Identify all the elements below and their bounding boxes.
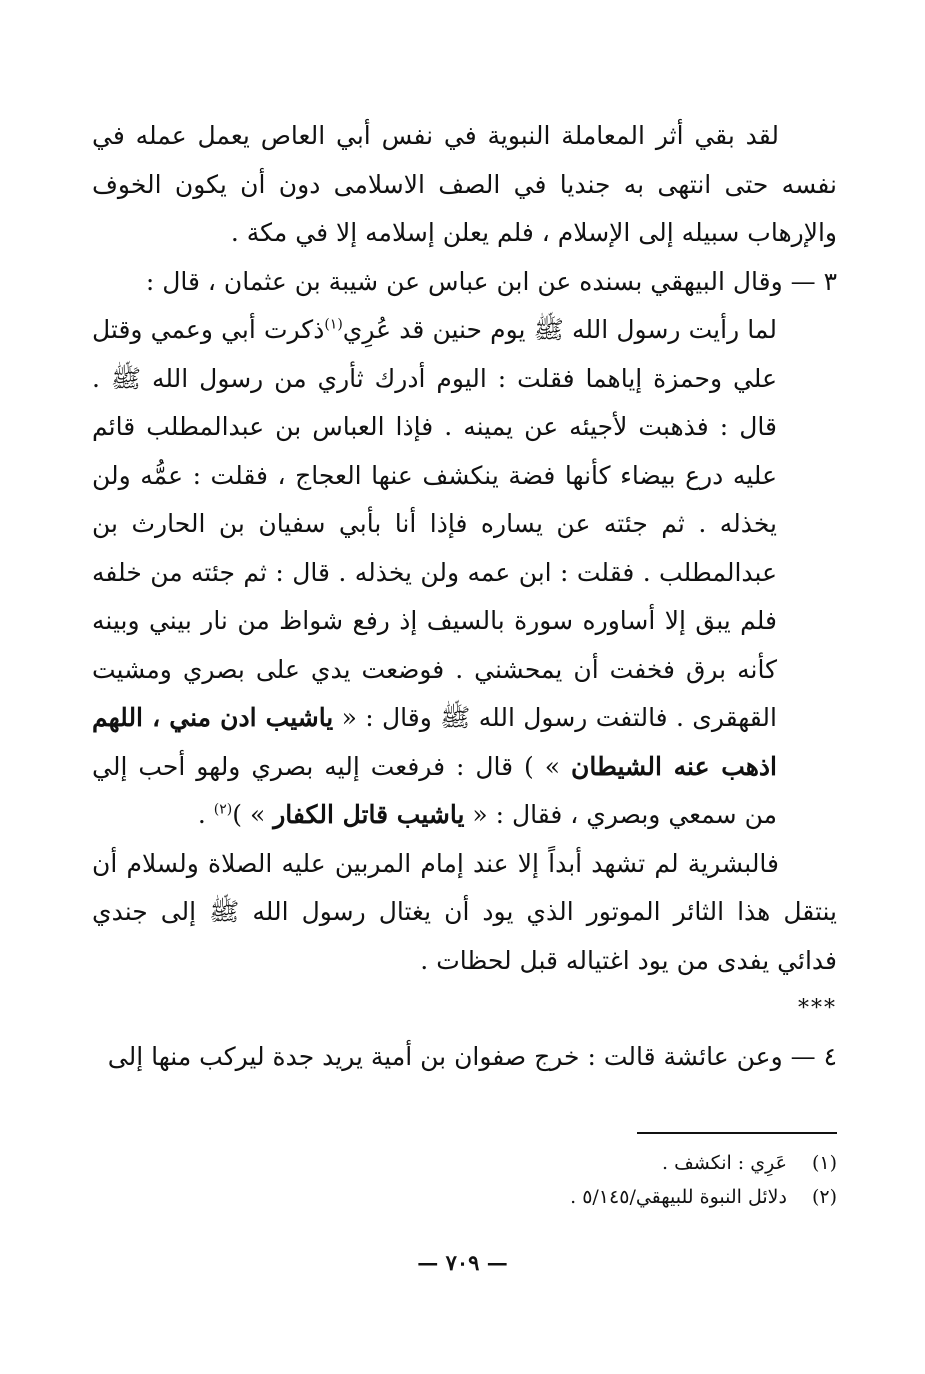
footnote-text: دلائل النبوة للبيهقي/٥/١٤٥ . — [570, 1186, 787, 1208]
page-body — [92, 112, 837, 1082]
footnote-divider — [637, 1132, 837, 1134]
paragraph: لقد بقي أثر المعاملة النبوية في نفس أبي العاص يعمل عمله في نفسه حتى انتهى به جنديا في الصف الاسلامى دون أن يكون الخوف والإرهاب سبيله إلى الإسلام ، فلم يعلن إسلامه إلا في مكة . — [92, 121, 837, 247]
quote-text: ذكرت أبي وعمي وقتل علي وحمزة إياهما فقلت : اليوم أدرك ثأري من رسول الله ﷺ . قال : فذهبت لأجيئه عن يمينه . فإذا العباس بن عبدالمطلب قائم عليه درع بيضاء كأنها فضة ينكشف عنها العجاج ، فقلت : عمُّه ولن يخذله . ثم جئته عن يساره فإذا أنا بأبي سفيان بن الحارث بن عبدالمطلب . فقلت : ابن عمه ولن يخذله . قال : ثم جئته من خلفه فلم يبق إلا أساوره سورة بالسيف إذ رفع شواظ من نار بيني وبينه كأنه برق فخفت أن يمحشني . فوضعت يدي على بصري ومشيت القهقرى . فالتفت رسول الله ﷺ وقال : « — [92, 315, 777, 732]
footnotes — [92, 1146, 837, 1214]
footnote-text: عَرِي : انكشف . — [662, 1152, 787, 1174]
hadith-quote — [92, 306, 837, 840]
quote-text: » ) قال : فرفعت إليه بصري ولهو أحب إلي من سمعي وبصري ، فقال : « — [92, 751, 777, 829]
quote-text: . — [197, 800, 214, 829]
section-separator: *** — [798, 996, 837, 1021]
footnote-number: (٢) — [811, 1186, 837, 1208]
footnote — [92, 1146, 837, 1180]
quote-bold-text: ياشيب قاتل الكفار — [273, 800, 465, 829]
footnote-ref-2: (٢) — [213, 801, 233, 818]
numbered-item-4: ٤ — وعن عائشة قالت : خرج صفوان بن أمية يريد جدة ليركب منها إلى — [107, 1042, 837, 1071]
footnote — [92, 1180, 837, 1214]
paragraph: فالبشرية لم تشهد أبداً إلا عند إمام المربين عليه الصلاة ولسلام أن ينتقل هذا الثائر الموتور الذي يود أن يغتال رسول الله ﷺ إلى جندي فدائي يفدى من يود اغتياله قبل لحظات . — [92, 848, 837, 975]
footnote-ref-1: (١) — [324, 316, 343, 333]
quote-text: » ) — [232, 800, 266, 829]
quote-bold-text: ياشيب ادن مني ، اللهم اذهب عنه الشيطان — [92, 703, 777, 781]
footnote-number: (١) — [811, 1152, 837, 1174]
page-number: — ٧٠٩ — — [417, 1250, 508, 1275]
numbered-item-3: ٣ — وقال البيهقي بسنده عن ابن عباس عن شيبة بن عثمان ، قال : — [145, 266, 837, 296]
quote-text: لما رأيت رسول الله ﷺ يوم حنين قد عُرِي — [342, 315, 777, 344]
